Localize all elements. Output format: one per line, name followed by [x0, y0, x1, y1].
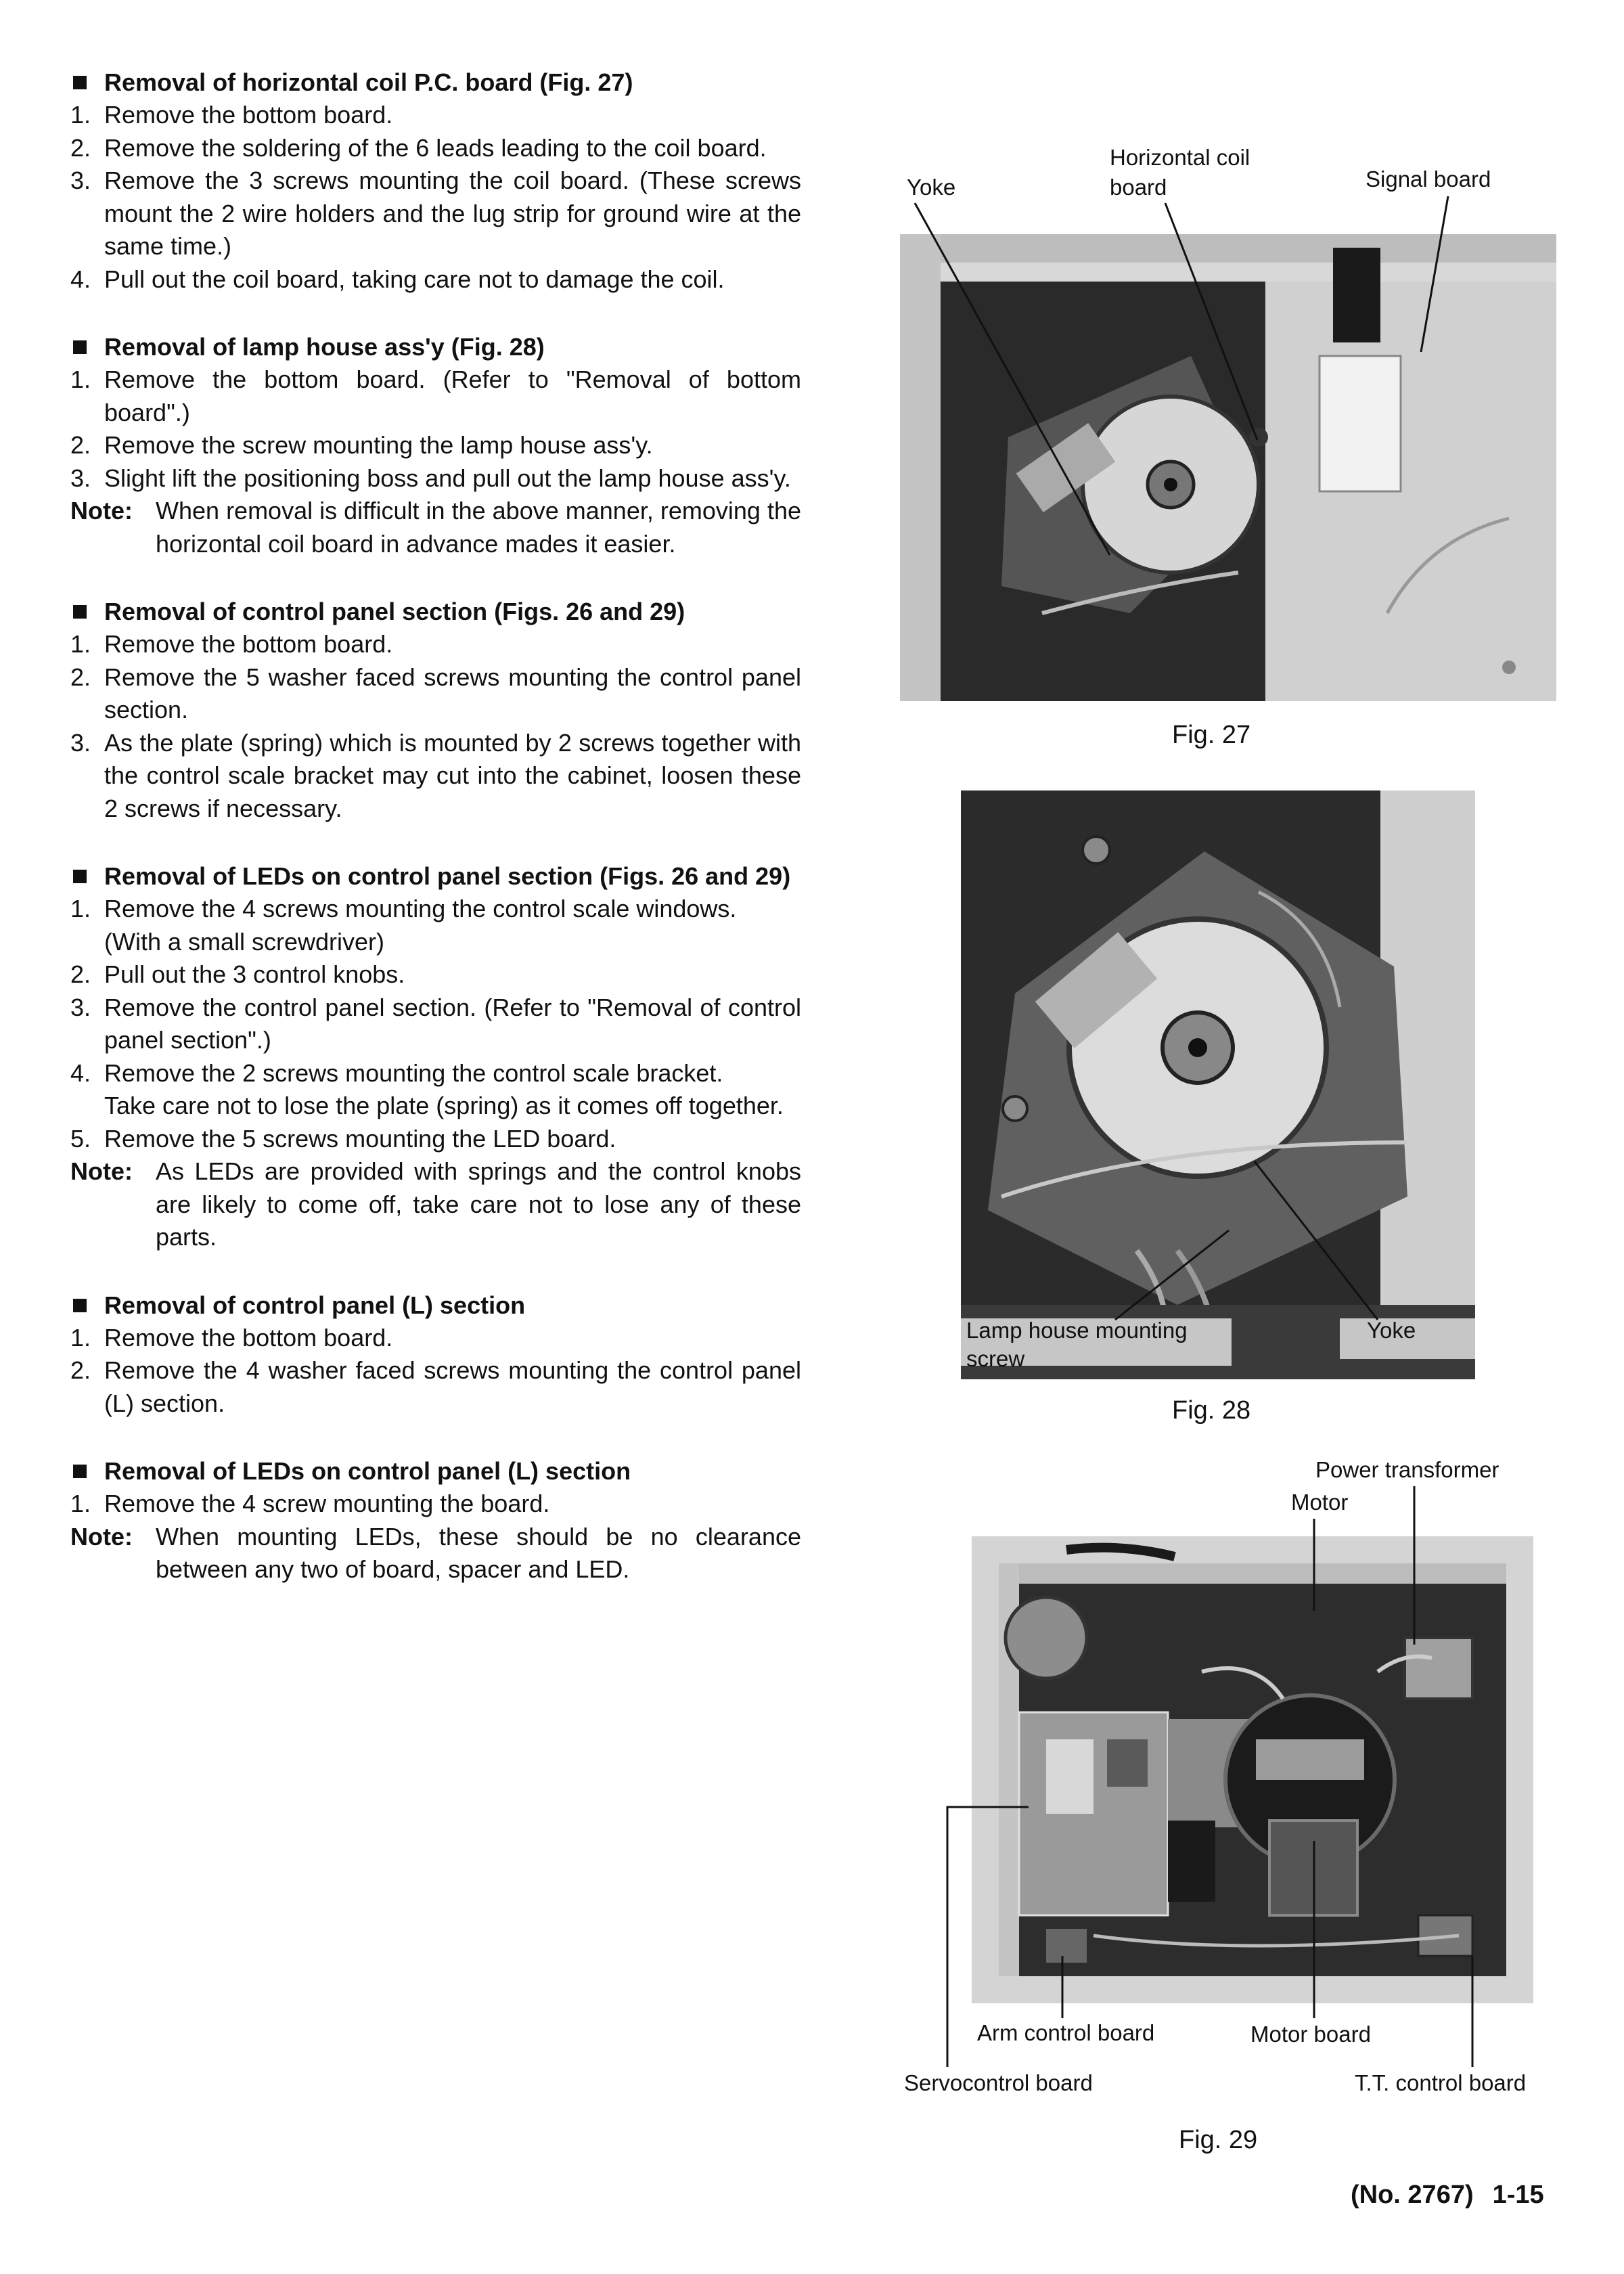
fig29-label-motor-board: Motor board — [1250, 2022, 1371, 2047]
note: Note: When mounting LEDs, these should be no clearance between any two of board, spacer and LED. — [70, 1522, 801, 1583]
step: 2. Remove the 5 washer faced screws mounting the control panel section. — [70, 663, 801, 723]
fig28-label-screw: screw — [966, 1346, 1025, 1371]
section-heading: Removal of LEDs on control panel (L) section — [104, 1457, 631, 1485]
step: 1. Remove the 4 screw mounting the board. — [70, 1490, 550, 1517]
section-leds-control-panel-l — [70, 1455, 801, 1586]
fig27-illustration — [900, 234, 1556, 701]
bullet-icon — [73, 340, 87, 354]
step: 1. Remove the bottom board. — [70, 101, 393, 129]
section-heading: Removal of control panel section (Figs. 26 and 29) — [104, 598, 685, 625]
bullet-icon — [73, 76, 87, 89]
step: 1. Remove the bottom board. — [70, 1323, 393, 1352]
note: Note: When removal is difficult in the above manner, removing the horizontal coil board in advance mades it easier. — [70, 497, 801, 558]
step: 5. Remove the 5 screws mounting the LED board. — [70, 1124, 616, 1153]
section-control-panel — [70, 596, 801, 825]
step: 1. Remove the 4 screws mounting the control scale windows. (With a small screwdriver) — [70, 895, 737, 956]
fig27-label-yoke: Yoke — [907, 175, 956, 200]
step: 3. As the plate (spring) which is mounted by 2 screws together with the control scale bracket may cut into the cabinet, loosen these 2 screws if necessary. — [70, 728, 801, 822]
fig29-label-servocontrol-board: Servocontrol board — [904, 2070, 1093, 2095]
fig28-photo — [961, 790, 1475, 1379]
fig29-photo — [972, 1536, 1533, 2003]
section-heading: Removal of horizontal coil P.C. board (Fig. 27) — [104, 68, 633, 96]
section-heading: Removal of control panel (L) section — [104, 1291, 526, 1319]
step: 1. Remove the bottom board. — [70, 630, 393, 658]
fig27-label-signal-board: Signal board — [1366, 166, 1491, 192]
section-heading: Removal of lamp house ass'y (Fig. 28) — [104, 333, 545, 361]
bullet-icon — [73, 1465, 87, 1478]
section-lamp-house — [70, 331, 801, 560]
fig29-label-motor: Motor — [1291, 1490, 1349, 1515]
note: Note: As LEDs are provided with springs and the control knobs are likely to come off, take care not to lose any of these parts. — [70, 1157, 801, 1251]
fig29-illustration — [972, 1536, 1533, 2003]
fig28-label-lamp-house: Lamp house mounting — [966, 1318, 1188, 1343]
step: 3. Slight lift the positioning boss and pull out the lamp house ass'y. — [70, 464, 791, 492]
fig28-caption: Fig. 28 — [1172, 1396, 1251, 1425]
page-number: 1-15 — [1492, 2181, 1544, 2209]
section-horizontal-coil — [70, 66, 801, 296]
fig29-caption: Fig. 29 — [1179, 2126, 1258, 2154]
section-heading: Removal of LEDs on control panel section (Figs. 26 and 29) — [104, 862, 791, 890]
step: 3. Remove the control panel section. (Refer to "Removal of control panel section".) — [70, 993, 801, 1054]
step: 2. Remove the 4 washer faced screws mounting the control panel (L) section. — [70, 1356, 801, 1417]
fig29-label-arm-control-board: Arm control board — [977, 2020, 1155, 2045]
step: 4. Pull out the coil board, taking care not to damage the coil. — [70, 265, 725, 293]
bullet-icon — [73, 870, 87, 883]
bullet-icon — [73, 605, 87, 619]
step: 1. Remove the bottom board. (Refer to "Removal of bottom board".) — [70, 365, 801, 426]
fig27-label-horizontal-coil: Horizontal coil — [1110, 145, 1250, 170]
page-footer — [1351, 2181, 1563, 2210]
doc-number: (No. 2767) — [1351, 2181, 1474, 2209]
fig29-label-tt-control-board: T.T. control board — [1355, 2070, 1527, 2095]
step: 2. Pull out the 3 control knobs. — [70, 960, 405, 988]
instructions-column — [70, 66, 801, 1622]
fig29-label-power-transformer: Power transformer — [1315, 1457, 1499, 1482]
section-control-panel-l — [70, 1289, 801, 1421]
step: 3. Remove the 3 screws mounting the coil board. (These screws mount the 2 wire holders and the lug strip for ground wire at the same time.) — [70, 166, 801, 260]
bullet-icon — [73, 1299, 87, 1312]
fig28-illustration — [961, 790, 1475, 1379]
fig27-caption: Fig. 27 — [1172, 721, 1251, 749]
section-leds-control-panel — [70, 860, 801, 1254]
step: 4. Remove the 2 screws mounting the control scale bracket. Take care not to lose the plate (spring) as it comes off together. — [70, 1058, 784, 1119]
step: 2. Remove the screw mounting the lamp house ass'y. — [70, 431, 653, 459]
step: 2. Remove the soldering of the 6 leads leading to the coil board. — [70, 133, 767, 162]
fig27-photo — [900, 234, 1556, 701]
fig28-label-yoke: Yoke — [1367, 1318, 1416, 1343]
fig27-label-board: board — [1110, 175, 1167, 200]
